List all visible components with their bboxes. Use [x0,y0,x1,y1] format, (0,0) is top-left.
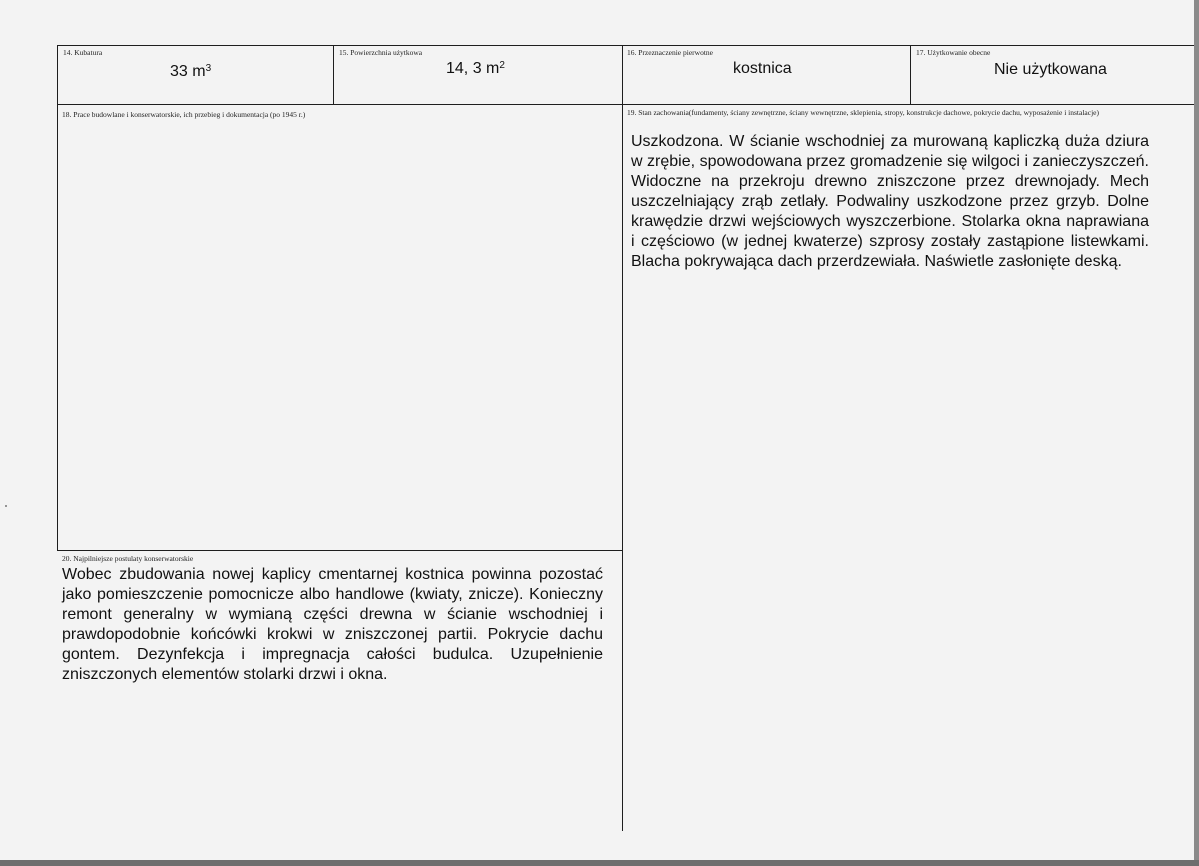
col-divider-3 [910,45,911,105]
field-15-value-exponent: 2 [499,60,505,71]
col-divider-1 [333,45,334,105]
field-20-label: 20. Najpilniejsze postulaty konserwatorskie [62,554,194,563]
field-17-value: Nie użytkowana [994,61,1107,78]
section-divider [57,550,622,551]
field-16-label: 16. Przeznaczenie pierwotne [627,48,713,57]
left-border [57,45,58,551]
row-divider [57,104,1194,105]
field-19-value: Uszkodzona. W ścianie wschodniej za murowaną kapliczką duża dziura w zrębie, spowodowana przez gromadzenie się wilgoci i zanieczyszczeń. Widoczne na przekroju drewno zniszczone przez drewnojady. Mech uszczelniający zrąb zetlały. Podwaliny uszkodzone przez grzyb. Dolne krawędzie drzwi wejściowych wyszczerbione. Stolarka okna naprawiana i częściowo (w jednej kwaterze) szprosy zostały zastąpione listewkami. Blacha pokrywająca dach przerdzewiała. Naświetle zasłonięte deską. [631,133,1149,270]
field-17-label: 17. Użytkowanie obecne [916,48,991,57]
field-20-value: Wobec zbudowania nowej kaplicy cmentarnej kostnica powinna pozostać jako pomieszczenie pomocnicze albo handlowe (kwiaty, znicze). Konieczny remont generalny w wymianą części drewna w ścianie wschodniej i prawdopodobnie końcówki krokwi w zniszczonej partii. Pokrycie dachu gontem. Dezynfekcja i impregnacja całości budulca. Uzupełnienie zniszczonych elementów stolarki drzwi i okna. [62,566,603,683]
field-14-value-text: 33 m [170,63,206,80]
field-14-label: 14. Kubatura [63,48,103,57]
field-18-label: 18. Prace budowlane i konserwatorskie, ich przebieg i dokumentacja (po 1945 r.) [62,110,306,119]
top-border [57,45,1194,46]
field-15-value-text: 14, 3 m [446,60,500,77]
col-divider-2 [622,45,623,831]
scan-edge-right [1194,0,1199,866]
field-16-value: kostnica [733,60,792,77]
scan-edge-bottom [0,860,1199,866]
scan-speck [5,505,7,507]
field-19-label: 19. Stan zachowania(fundamenty, ściany zewnętrzne, ściany wewnętrzne, sklepienia, stropy, konstrukcje dachowe, pokrycie dachu, wyposażenie i instalacje) [627,108,1099,117]
field-15-label: 15. Powierzchnia użytkowa [339,48,423,57]
field-14-value [170,62,211,82]
field-15-value [446,59,505,79]
field-14-value-exponent: 3 [205,63,212,74]
